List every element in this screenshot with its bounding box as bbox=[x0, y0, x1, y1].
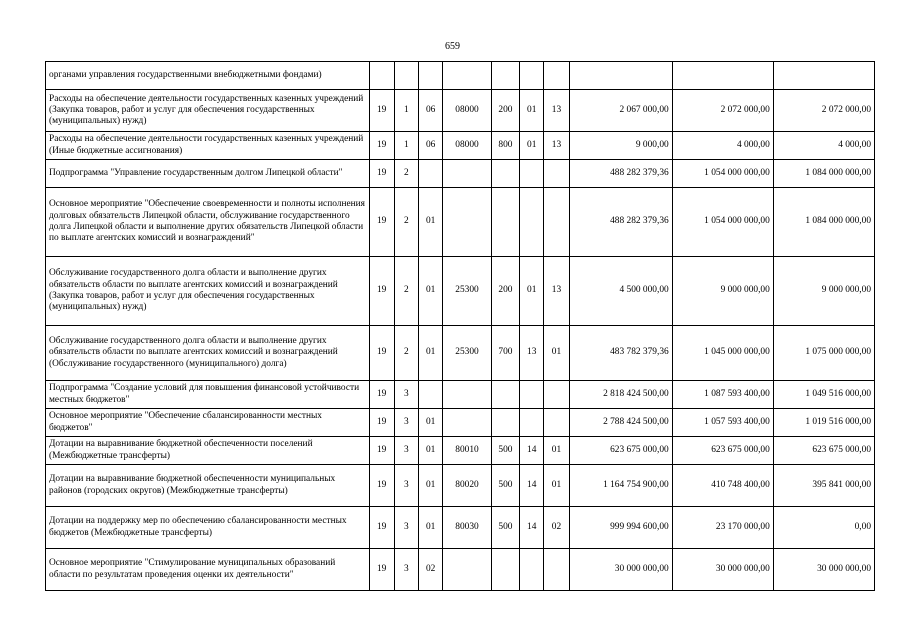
subsection-code bbox=[544, 381, 569, 409]
code-1: 19 bbox=[369, 90, 394, 132]
code-3: 06 bbox=[419, 132, 443, 160]
amount-year-1: 2 788 424 500,00 bbox=[569, 409, 672, 437]
code-2 bbox=[394, 62, 418, 90]
expense-type-code bbox=[491, 160, 519, 188]
amount-year-1: 999 994 600,00 bbox=[569, 507, 672, 549]
subsection-code bbox=[544, 160, 569, 188]
table-row bbox=[46, 326, 875, 381]
amount-year-2: 2 072 000,00 bbox=[672, 90, 773, 132]
subsection-code bbox=[544, 409, 569, 437]
table-row bbox=[46, 160, 875, 188]
row-description: Обслуживание государственного долга области и выполнение других обязательств области по выплате агентских комиссий и вознаграждений (Обслуживание государственного (муниципального) долга) bbox=[46, 326, 370, 381]
code-1: 19 bbox=[369, 160, 394, 188]
code-3: 01 bbox=[419, 409, 443, 437]
amount-year-3: 1 019 516 000,00 bbox=[773, 409, 874, 437]
code-1 bbox=[369, 62, 394, 90]
code-1: 19 bbox=[369, 465, 394, 507]
code-3: 02 bbox=[419, 549, 443, 591]
row-description: Основное мероприятие "Обеспечение сбалансированности местных бюджетов" bbox=[46, 409, 370, 437]
code-3: 01 bbox=[419, 257, 443, 326]
budget-table bbox=[45, 61, 875, 591]
subsection-code: 01 bbox=[544, 326, 569, 381]
code-3: 01 bbox=[419, 437, 443, 465]
amount-year-2 bbox=[672, 62, 773, 90]
amount-year-3: 30 000 000,00 bbox=[773, 549, 874, 591]
amount-year-3: 9 000 000,00 bbox=[773, 257, 874, 326]
expense-type-code: 800 bbox=[491, 132, 519, 160]
target-article-code: 08000 bbox=[443, 132, 492, 160]
amount-year-1: 9 000,00 bbox=[569, 132, 672, 160]
section-code: 01 bbox=[520, 257, 544, 326]
code-3: 01 bbox=[419, 326, 443, 381]
expense-type-code bbox=[491, 549, 519, 591]
amount-year-2: 23 170 000,00 bbox=[672, 507, 773, 549]
code-1: 19 bbox=[369, 326, 394, 381]
target-article-code bbox=[443, 409, 492, 437]
code-3 bbox=[419, 381, 443, 409]
amount-year-2: 1 054 000 000,00 bbox=[672, 160, 773, 188]
code-2: 2 bbox=[394, 257, 418, 326]
row-description: Дотации на выравнивание бюджетной обеспеченности муниципальных районов (городских округов) (Межбюджетные трансферты) bbox=[46, 465, 370, 507]
amount-year-3 bbox=[773, 62, 874, 90]
target-article-code: 25300 bbox=[443, 326, 492, 381]
code-3 bbox=[419, 62, 443, 90]
expense-type-code bbox=[491, 188, 519, 257]
table-row bbox=[46, 132, 875, 160]
amount-year-2: 1 045 000 000,00 bbox=[672, 326, 773, 381]
subsection-code: 02 bbox=[544, 507, 569, 549]
row-description: Обслуживание государственного долга области и выполнение других обязательств области по выплате агентских комиссий и вознаграждений (Закупка товаров, работ и услуг для обеспечения государственных (муниципальных) нужд) bbox=[46, 257, 370, 326]
code-1: 19 bbox=[369, 507, 394, 549]
amount-year-3: 1 084 000 000,00 bbox=[773, 160, 874, 188]
amount-year-3: 395 841 000,00 bbox=[773, 465, 874, 507]
target-article-code bbox=[443, 62, 492, 90]
amount-year-1: 2 818 424 500,00 bbox=[569, 381, 672, 409]
row-description: Подпрограмма "Создание условий для повышения финансовой устойчивости местных бюджетов" bbox=[46, 381, 370, 409]
amount-year-1: 4 500 000,00 bbox=[569, 257, 672, 326]
code-1: 19 bbox=[369, 549, 394, 591]
amount-year-2: 4 000,00 bbox=[672, 132, 773, 160]
expense-type-code bbox=[491, 381, 519, 409]
amount-year-1: 623 675 000,00 bbox=[569, 437, 672, 465]
section-code: 01 bbox=[520, 132, 544, 160]
subsection-code: 13 bbox=[544, 257, 569, 326]
section-code: 13 bbox=[520, 326, 544, 381]
section-code: 01 bbox=[520, 90, 544, 132]
subsection-code: 13 bbox=[544, 90, 569, 132]
code-3: 06 bbox=[419, 90, 443, 132]
code-3: 01 bbox=[419, 465, 443, 507]
expense-type-code bbox=[491, 62, 519, 90]
row-description: Основное мероприятие "Стимулирование муниципальных образований области по результатам проведения оценки их деятельности" bbox=[46, 549, 370, 591]
table-row bbox=[46, 409, 875, 437]
table-row bbox=[46, 381, 875, 409]
amount-year-2: 1 057 593 400,00 bbox=[672, 409, 773, 437]
table-row bbox=[46, 257, 875, 326]
code-1: 19 bbox=[369, 381, 394, 409]
table-row bbox=[46, 465, 875, 507]
code-1: 19 bbox=[369, 437, 394, 465]
expense-type-code: 200 bbox=[491, 257, 519, 326]
row-description: Расходы на обеспечение деятельности государственных казенных учреждений (Иные бюджетные ассигнования) bbox=[46, 132, 370, 160]
expense-type-code bbox=[491, 409, 519, 437]
row-description: органами управления государственными внебюджетными фондами) bbox=[46, 62, 370, 90]
code-1: 19 bbox=[369, 188, 394, 257]
code-3 bbox=[419, 160, 443, 188]
amount-year-3: 0,00 bbox=[773, 507, 874, 549]
code-2: 2 bbox=[394, 326, 418, 381]
row-description: Основное мероприятие "Обеспечение своевременности и полноты исполнения долговых обязательств Липецкой области, обслуживание государственного долга Липецкой области и выполнение других обязательств Липецкой области по выплате агентских комиссий и вознаграждений" bbox=[46, 188, 370, 257]
code-2: 1 bbox=[394, 90, 418, 132]
amount-year-1 bbox=[569, 62, 672, 90]
code-2: 3 bbox=[394, 549, 418, 591]
section-code: 14 bbox=[520, 465, 544, 507]
amount-year-3: 2 072 000,00 bbox=[773, 90, 874, 132]
amount-year-2: 623 675 000,00 bbox=[672, 437, 773, 465]
code-2: 3 bbox=[394, 507, 418, 549]
code-2: 3 bbox=[394, 437, 418, 465]
amount-year-3: 623 675 000,00 bbox=[773, 437, 874, 465]
amount-year-2: 1 087 593 400,00 bbox=[672, 381, 773, 409]
row-description: Расходы на обеспечение деятельности государственных казенных учреждений (Закупка товаров, работ и услуг для обеспечения государственных (муниципальных) нужд) bbox=[46, 90, 370, 132]
table-row bbox=[46, 62, 875, 90]
amount-year-1: 488 282 379,36 bbox=[569, 160, 672, 188]
code-2: 1 bbox=[394, 132, 418, 160]
target-article-code bbox=[443, 160, 492, 188]
section-code bbox=[520, 188, 544, 257]
section-code bbox=[520, 160, 544, 188]
target-article-code bbox=[443, 549, 492, 591]
row-description: Дотации на поддержку мер по обеспечению сбалансированности местных бюджетов (Межбюджетные трансферты) bbox=[46, 507, 370, 549]
code-1: 19 bbox=[369, 132, 394, 160]
subsection-code: 13 bbox=[544, 132, 569, 160]
code-2: 2 bbox=[394, 160, 418, 188]
amount-year-1: 1 164 754 900,00 bbox=[569, 465, 672, 507]
table-row bbox=[46, 507, 875, 549]
amount-year-3: 1 084 000 000,00 bbox=[773, 188, 874, 257]
table-row bbox=[46, 549, 875, 591]
target-article-code: 80030 bbox=[443, 507, 492, 549]
section-code: 14 bbox=[520, 507, 544, 549]
section-code bbox=[520, 381, 544, 409]
code-3: 01 bbox=[419, 507, 443, 549]
code-1: 19 bbox=[369, 257, 394, 326]
target-article-code: 25300 bbox=[443, 257, 492, 326]
target-article-code bbox=[443, 188, 492, 257]
expense-type-code: 500 bbox=[491, 507, 519, 549]
amount-year-1: 483 782 379,36 bbox=[569, 326, 672, 381]
expense-type-code: 500 bbox=[491, 465, 519, 507]
target-article-code: 08000 bbox=[443, 90, 492, 132]
subsection-code bbox=[544, 62, 569, 90]
target-article-code: 80020 bbox=[443, 465, 492, 507]
section-code bbox=[520, 62, 544, 90]
row-description: Дотации на выравнивание бюджетной обеспеченности поселений (Межбюджетные трансферты) bbox=[46, 437, 370, 465]
table-row bbox=[46, 188, 875, 257]
expense-type-code: 500 bbox=[491, 437, 519, 465]
code-3: 01 bbox=[419, 188, 443, 257]
subsection-code bbox=[544, 549, 569, 591]
amount-year-2: 1 054 000 000,00 bbox=[672, 188, 773, 257]
code-2: 3 bbox=[394, 465, 418, 507]
code-2: 2 bbox=[394, 188, 418, 257]
table-row bbox=[46, 437, 875, 465]
code-1: 19 bbox=[369, 409, 394, 437]
page-number: 659 bbox=[445, 41, 460, 52]
section-code bbox=[520, 549, 544, 591]
row-description: Подпрограмма "Управление государственным долгом Липецкой области" bbox=[46, 160, 370, 188]
amount-year-2: 30 000 000,00 bbox=[672, 549, 773, 591]
amount-year-2: 410 748 400,00 bbox=[672, 465, 773, 507]
amount-year-3: 4 000,00 bbox=[773, 132, 874, 160]
expense-type-code: 700 bbox=[491, 326, 519, 381]
code-2: 3 bbox=[394, 409, 418, 437]
amount-year-3: 1 075 000 000,00 bbox=[773, 326, 874, 381]
expense-type-code: 200 bbox=[491, 90, 519, 132]
section-code bbox=[520, 409, 544, 437]
amount-year-1: 488 282 379,36 bbox=[569, 188, 672, 257]
table-row bbox=[46, 90, 875, 132]
amount-year-1: 2 067 000,00 bbox=[569, 90, 672, 132]
target-article-code: 80010 bbox=[443, 437, 492, 465]
subsection-code bbox=[544, 188, 569, 257]
code-2: 3 bbox=[394, 381, 418, 409]
subsection-code: 01 bbox=[544, 437, 569, 465]
target-article-code bbox=[443, 381, 492, 409]
amount-year-2: 9 000 000,00 bbox=[672, 257, 773, 326]
amount-year-3: 1 049 516 000,00 bbox=[773, 381, 874, 409]
amount-year-1: 30 000 000,00 bbox=[569, 549, 672, 591]
section-code: 14 bbox=[520, 437, 544, 465]
subsection-code: 01 bbox=[544, 465, 569, 507]
